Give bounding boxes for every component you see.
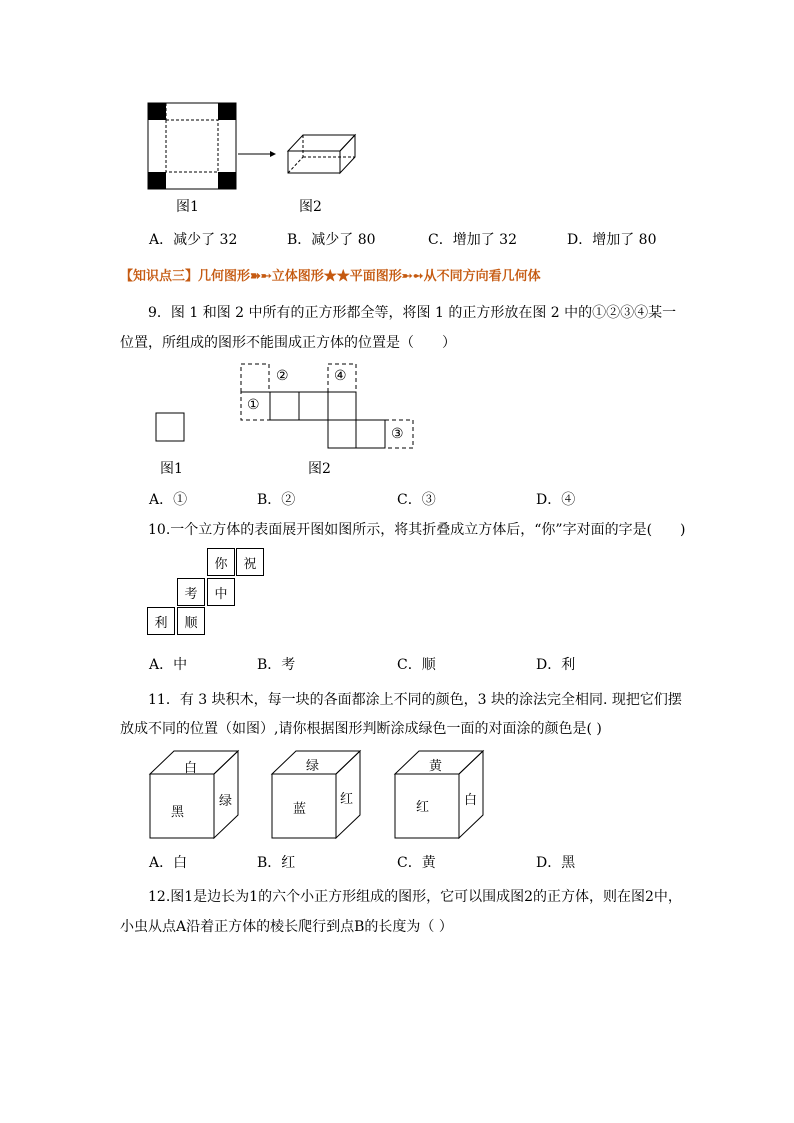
q10-face-shun: 顺 bbox=[177, 607, 205, 635]
q9-fig2-caption: 图2 bbox=[308, 461, 331, 477]
q8-fig2-caption: 图2 bbox=[299, 199, 322, 215]
knowledge-point-heading: 【知识点三】几何图形➽➸立体图形★★平面图形➵➻从不同方向看几何体 bbox=[120, 269, 541, 284]
q10-text: 10.一个立方体的表面展开图如图所示，将其折叠成立方体后，“你”字对面的字是( ) bbox=[148, 522, 686, 538]
q9-option-b: B．② bbox=[257, 492, 296, 508]
q9-text-line1: 9．图 1 和图 2 中所有的正方形都全等，将图 1 的正方形放在图 2 中的①②③④某一 bbox=[148, 305, 677, 321]
q9-marker-3: ③ bbox=[391, 426, 404, 442]
q11-cube1-side: 绿 bbox=[219, 794, 233, 809]
q8-fig1-caption: 图1 bbox=[176, 199, 199, 215]
q11-cube3-top: 黄 bbox=[429, 759, 443, 774]
q10-face-li: 利 bbox=[147, 607, 175, 635]
q10-option-d: D．利 bbox=[536, 657, 576, 673]
q8-option-a: A．减少了 32 bbox=[149, 232, 238, 248]
q11-option-c: C．黄 bbox=[397, 855, 436, 871]
q12-text-line1: 12.图1是边长为1的六个小正方形组成的图形，它可以围成图2的正方体，则在图2中， bbox=[148, 889, 682, 905]
q9-option-c: C．③ bbox=[397, 492, 436, 508]
q11-option-b: B．红 bbox=[257, 855, 296, 871]
q11-cube2-side: 红 bbox=[340, 792, 354, 807]
q9-marker-2: ② bbox=[276, 368, 289, 384]
q11-text-line2: 放成不同的位置（如图）,请你根据图形判断涂成绿色一面的对面涂的颜色是( ) bbox=[120, 721, 602, 737]
q10-option-a: A．中 bbox=[149, 657, 188, 673]
q11-cube2-top: 绿 bbox=[306, 759, 320, 774]
q9-marker-1: ① bbox=[247, 397, 260, 413]
q11-option-d: D．黑 bbox=[536, 855, 576, 871]
q11-cube2-front: 蓝 bbox=[293, 802, 307, 817]
q10-face-kao: 考 bbox=[177, 578, 205, 606]
q9-text-line2: 位置，所组成的图形不能围成正方体的位置是（ ） bbox=[120, 335, 456, 351]
q11-option-a: A．白 bbox=[149, 855, 188, 871]
q9-option-a: A．① bbox=[149, 492, 188, 508]
q11-cube1-top: 白 bbox=[184, 761, 198, 776]
q9-option-d: D．④ bbox=[536, 492, 576, 508]
q8-option-d: D．增加了 80 bbox=[567, 232, 657, 248]
q9-fig1-caption: 图1 bbox=[160, 461, 183, 477]
q12-text-line2: 小虫从点A沿着正方体的棱长爬行到点B的长度为（ ） bbox=[120, 919, 453, 935]
q10-option-b: B．考 bbox=[257, 657, 296, 673]
q8-option-b: B．减少了 80 bbox=[287, 232, 376, 248]
q10-option-c: C．顺 bbox=[397, 657, 436, 673]
q11-cube1-front: 黑 bbox=[171, 805, 185, 820]
q10-face-ni: 你 bbox=[207, 548, 235, 576]
q9-marker-4: ④ bbox=[334, 368, 347, 384]
q11-cube3-front: 红 bbox=[416, 800, 430, 815]
q11-cube3-side: 白 bbox=[464, 793, 478, 808]
q11-text-line1: 11．有 3 块积木，每一块的各面都涂上不同的颜色，3 块的涂法完全相同. 现把它们摆 bbox=[148, 692, 682, 708]
q10-face-zhu: 祝 bbox=[236, 548, 264, 576]
q8-option-c: C．增加了 32 bbox=[428, 232, 517, 248]
q10-face-zhong: 中 bbox=[207, 578, 235, 606]
